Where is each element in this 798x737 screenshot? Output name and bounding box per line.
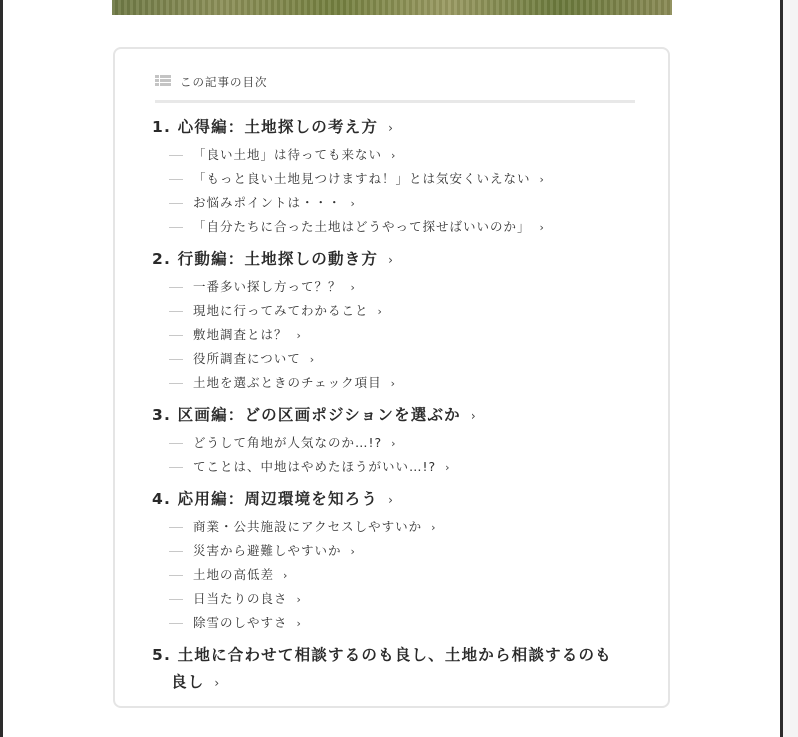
chevron-right-icon: › bbox=[296, 329, 302, 342]
dash-icon bbox=[169, 443, 183, 444]
toc-item[interactable] bbox=[169, 169, 545, 187]
dash-icon bbox=[169, 575, 183, 576]
hero-image bbox=[112, 0, 672, 15]
dash-icon bbox=[169, 287, 183, 288]
dash-icon bbox=[169, 599, 183, 600]
toc-item-label: 「自分たちに合った土地はどうやって探せばいいのか」 bbox=[193, 219, 531, 234]
toc-item[interactable] bbox=[169, 541, 356, 559]
chevron-right-icon: › bbox=[388, 121, 395, 135]
chevron-right-icon: › bbox=[539, 173, 545, 186]
toc-item-label: 敷地調査とは？ bbox=[193, 327, 288, 342]
toc-item-label: 土地を選ぶときのチェック項目 bbox=[193, 375, 382, 390]
toc-section-label: 2. 行動編：土地探しの動き方 bbox=[152, 250, 379, 268]
toc-item[interactable] bbox=[169, 613, 302, 631]
toc-section-4[interactable] bbox=[152, 487, 394, 509]
dash-icon bbox=[169, 335, 183, 336]
toc-section-label-line1: 5. 土地に合わせて相談するのも良し、土地から相談するのも bbox=[152, 646, 612, 664]
toc-item-label: 除雪のしやすさ bbox=[193, 615, 288, 630]
dash-icon bbox=[169, 359, 183, 360]
chevron-right-icon: › bbox=[470, 409, 477, 423]
list-icon bbox=[155, 75, 171, 87]
chevron-right-icon: › bbox=[350, 545, 356, 558]
toc-section-5[interactable] bbox=[152, 643, 612, 692]
toc-item[interactable] bbox=[169, 301, 383, 319]
table-of-contents bbox=[113, 47, 670, 708]
toc-item[interactable] bbox=[169, 589, 302, 607]
chevron-right-icon: › bbox=[445, 461, 451, 474]
dash-icon bbox=[169, 551, 183, 552]
toc-item[interactable] bbox=[169, 193, 356, 211]
toc-title: この記事の目次 bbox=[180, 75, 268, 89]
toc-item[interactable] bbox=[169, 277, 356, 295]
toc-header bbox=[155, 74, 635, 103]
dash-icon bbox=[169, 227, 183, 228]
chevron-right-icon: › bbox=[283, 569, 289, 582]
chevron-right-icon: › bbox=[539, 221, 545, 234]
toc-item-label: お悩みポイントは・・・ bbox=[193, 195, 342, 210]
toc-item-label: 役所調査について bbox=[193, 351, 301, 366]
toc-section-1[interactable] bbox=[152, 115, 394, 137]
toc-item-label: 日当たりの良さ bbox=[193, 591, 288, 606]
toc-section-3[interactable] bbox=[152, 403, 477, 425]
toc-item[interactable] bbox=[169, 457, 451, 475]
chevron-right-icon: › bbox=[350, 281, 356, 294]
toc-item[interactable] bbox=[169, 145, 396, 163]
dash-icon bbox=[169, 527, 183, 528]
chevron-right-icon: › bbox=[350, 197, 356, 210]
toc-item[interactable] bbox=[169, 517, 437, 535]
toc-item-label: 土地の高低差 bbox=[193, 567, 275, 582]
toc-item-label: 商業・公共施設にアクセスしやすいか bbox=[193, 519, 423, 534]
toc-item-label: 「もっと良い土地見つけますね！」とは気安くいえない bbox=[193, 171, 531, 186]
chevron-right-icon: › bbox=[296, 593, 302, 606]
chevron-right-icon: › bbox=[377, 305, 383, 318]
chevron-right-icon: › bbox=[391, 437, 397, 450]
dash-icon bbox=[169, 179, 183, 180]
toc-item-label: 「良い土地」は待っても来ない bbox=[193, 147, 383, 162]
chevron-right-icon: › bbox=[388, 493, 395, 507]
scroll-margin bbox=[783, 0, 798, 737]
chevron-right-icon: › bbox=[390, 377, 397, 390]
dash-icon bbox=[169, 203, 183, 204]
toc-item-label: 現地に行ってみてわかること bbox=[193, 303, 369, 318]
toc-item-label: てことは、中地はやめたほうがいい…!? bbox=[193, 459, 437, 474]
toc-item-label: どうして角地が人気なのか…!? bbox=[193, 435, 383, 450]
toc-item[interactable] bbox=[169, 373, 396, 391]
toc-section-label-line2: 良し bbox=[171, 673, 205, 691]
dash-icon bbox=[169, 383, 183, 384]
toc-section-2[interactable] bbox=[152, 247, 394, 269]
dash-icon bbox=[169, 155, 183, 156]
chevron-right-icon: › bbox=[214, 676, 221, 690]
chevron-right-icon: › bbox=[296, 617, 302, 630]
toc-item[interactable] bbox=[169, 565, 288, 583]
toc-section-label: 1. 心得編：土地探しの考え方 bbox=[152, 118, 379, 136]
toc-item[interactable] bbox=[169, 349, 315, 367]
dash-icon bbox=[169, 467, 183, 468]
chevron-right-icon: › bbox=[309, 353, 316, 366]
toc-item[interactable] bbox=[169, 325, 302, 343]
toc-item[interactable] bbox=[169, 433, 397, 451]
page-border-left bbox=[0, 0, 3, 737]
chevron-right-icon: › bbox=[431, 521, 437, 534]
toc-section-label: 4. 応用編：周辺環境を知ろう bbox=[152, 490, 379, 508]
dash-icon bbox=[169, 311, 183, 312]
chevron-right-icon: › bbox=[388, 253, 395, 267]
dash-icon bbox=[169, 623, 183, 624]
toc-item[interactable] bbox=[169, 217, 545, 235]
chevron-right-icon: › bbox=[391, 149, 397, 162]
toc-item-label: 一番多い探し方って？？ bbox=[193, 279, 342, 294]
toc-section-label: 3. 区画編：どの区画ポジションを選ぶか bbox=[152, 406, 461, 424]
toc-item-label: 災害から避難しやすいか bbox=[193, 543, 342, 558]
